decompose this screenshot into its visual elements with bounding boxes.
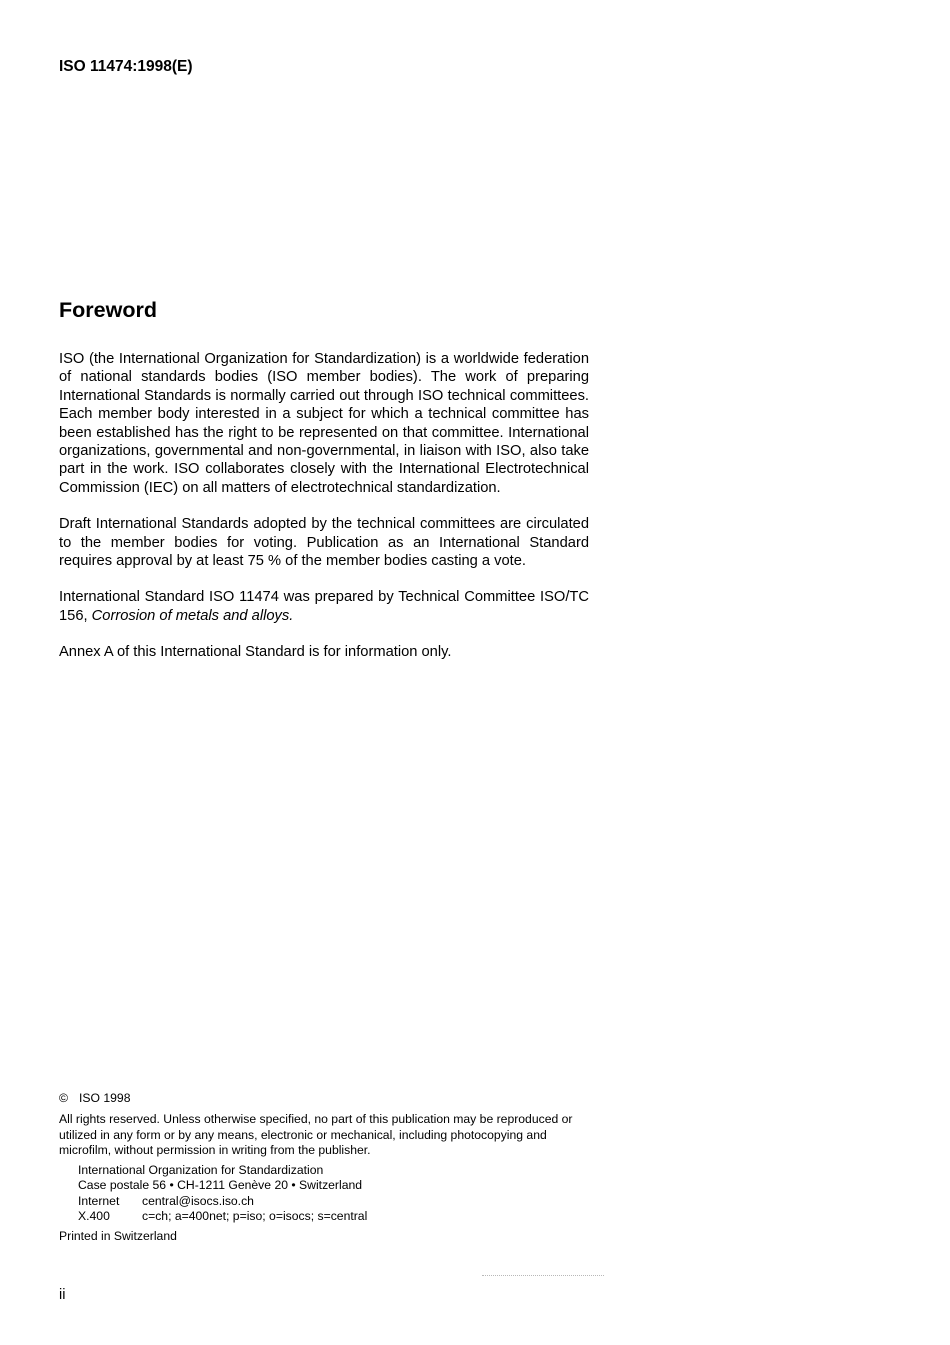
committee-text: International Standard ISO 11474 was prepared by Technical Committee ISO/TC 156, — [59, 589, 589, 624]
foreword-body — [59, 350, 589, 680]
foreword-paragraph-iso-intro: ISO (the International Organization for Standardization) is a worldwide federation of national standards bodies (ISO member bodies). The work of preparing International Standards is normally carried out through ISO technical committees. Each member body interested in a subject for which a technical committee has been established has the right to be represented on that committee. International organizations, governmental and non-governmental, in liaison with ISO, also take part in the work. ISO collaborates closely with the International Electrotechnical Commission (IEC) on all matters of electrotechnical standardization. — [59, 351, 589, 496]
copyright-block — [59, 1091, 594, 1245]
foreword-paragraph-draft-standards: Draft International Standards adopted by the technical committees are circulated to the member bodies for voting. Publication as an International Standard requires approval by at least 75 % of the member bodies casting a vote. — [59, 516, 589, 570]
publisher-address — [78, 1163, 594, 1224]
printed-in-text: Printed in Switzerland — [59, 1229, 177, 1244]
copyright-year: ISO 1998 — [79, 1091, 131, 1105]
foreword-paragraph-committee — [59, 588, 589, 625]
internet-row — [78, 1194, 594, 1209]
postal-address: Case postale 56 • CH-1211 Genève 20 • Switzerland — [78, 1178, 363, 1193]
copyright-notice — [59, 1091, 594, 1106]
x400-row — [78, 1209, 594, 1224]
copyright-icon: © — [59, 1091, 68, 1105]
dotted-rule — [482, 1275, 604, 1276]
internet-address: central@isocs.iso.ch — [142, 1193, 254, 1208]
page-number: ii — [59, 1287, 66, 1303]
x400-address: c=ch; a=400net; p=iso; o=isocs; s=central — [142, 1209, 368, 1224]
document-code-header: ISO 11474:1998(E) — [59, 58, 193, 75]
committee-title-italic: Corrosion of metals and alloys. — [91, 607, 294, 624]
foreword-paragraph-annex: Annex A of this International Standard is for information only. — [59, 644, 452, 661]
organization-name: International Organization for Standardization — [78, 1163, 324, 1178]
rights-reserved-text: All rights reserved. Unless otherwise specified, no part of this publication may be reproduced or utilized in any form or by any means, electronic or mechanical, including photocopying and microfilm, without permission in writing from the publisher. — [59, 1112, 573, 1157]
internet-label: Internet — [78, 1193, 120, 1208]
foreword-title: Foreword — [59, 298, 157, 322]
x400-label: X.400 — [78, 1209, 110, 1224]
